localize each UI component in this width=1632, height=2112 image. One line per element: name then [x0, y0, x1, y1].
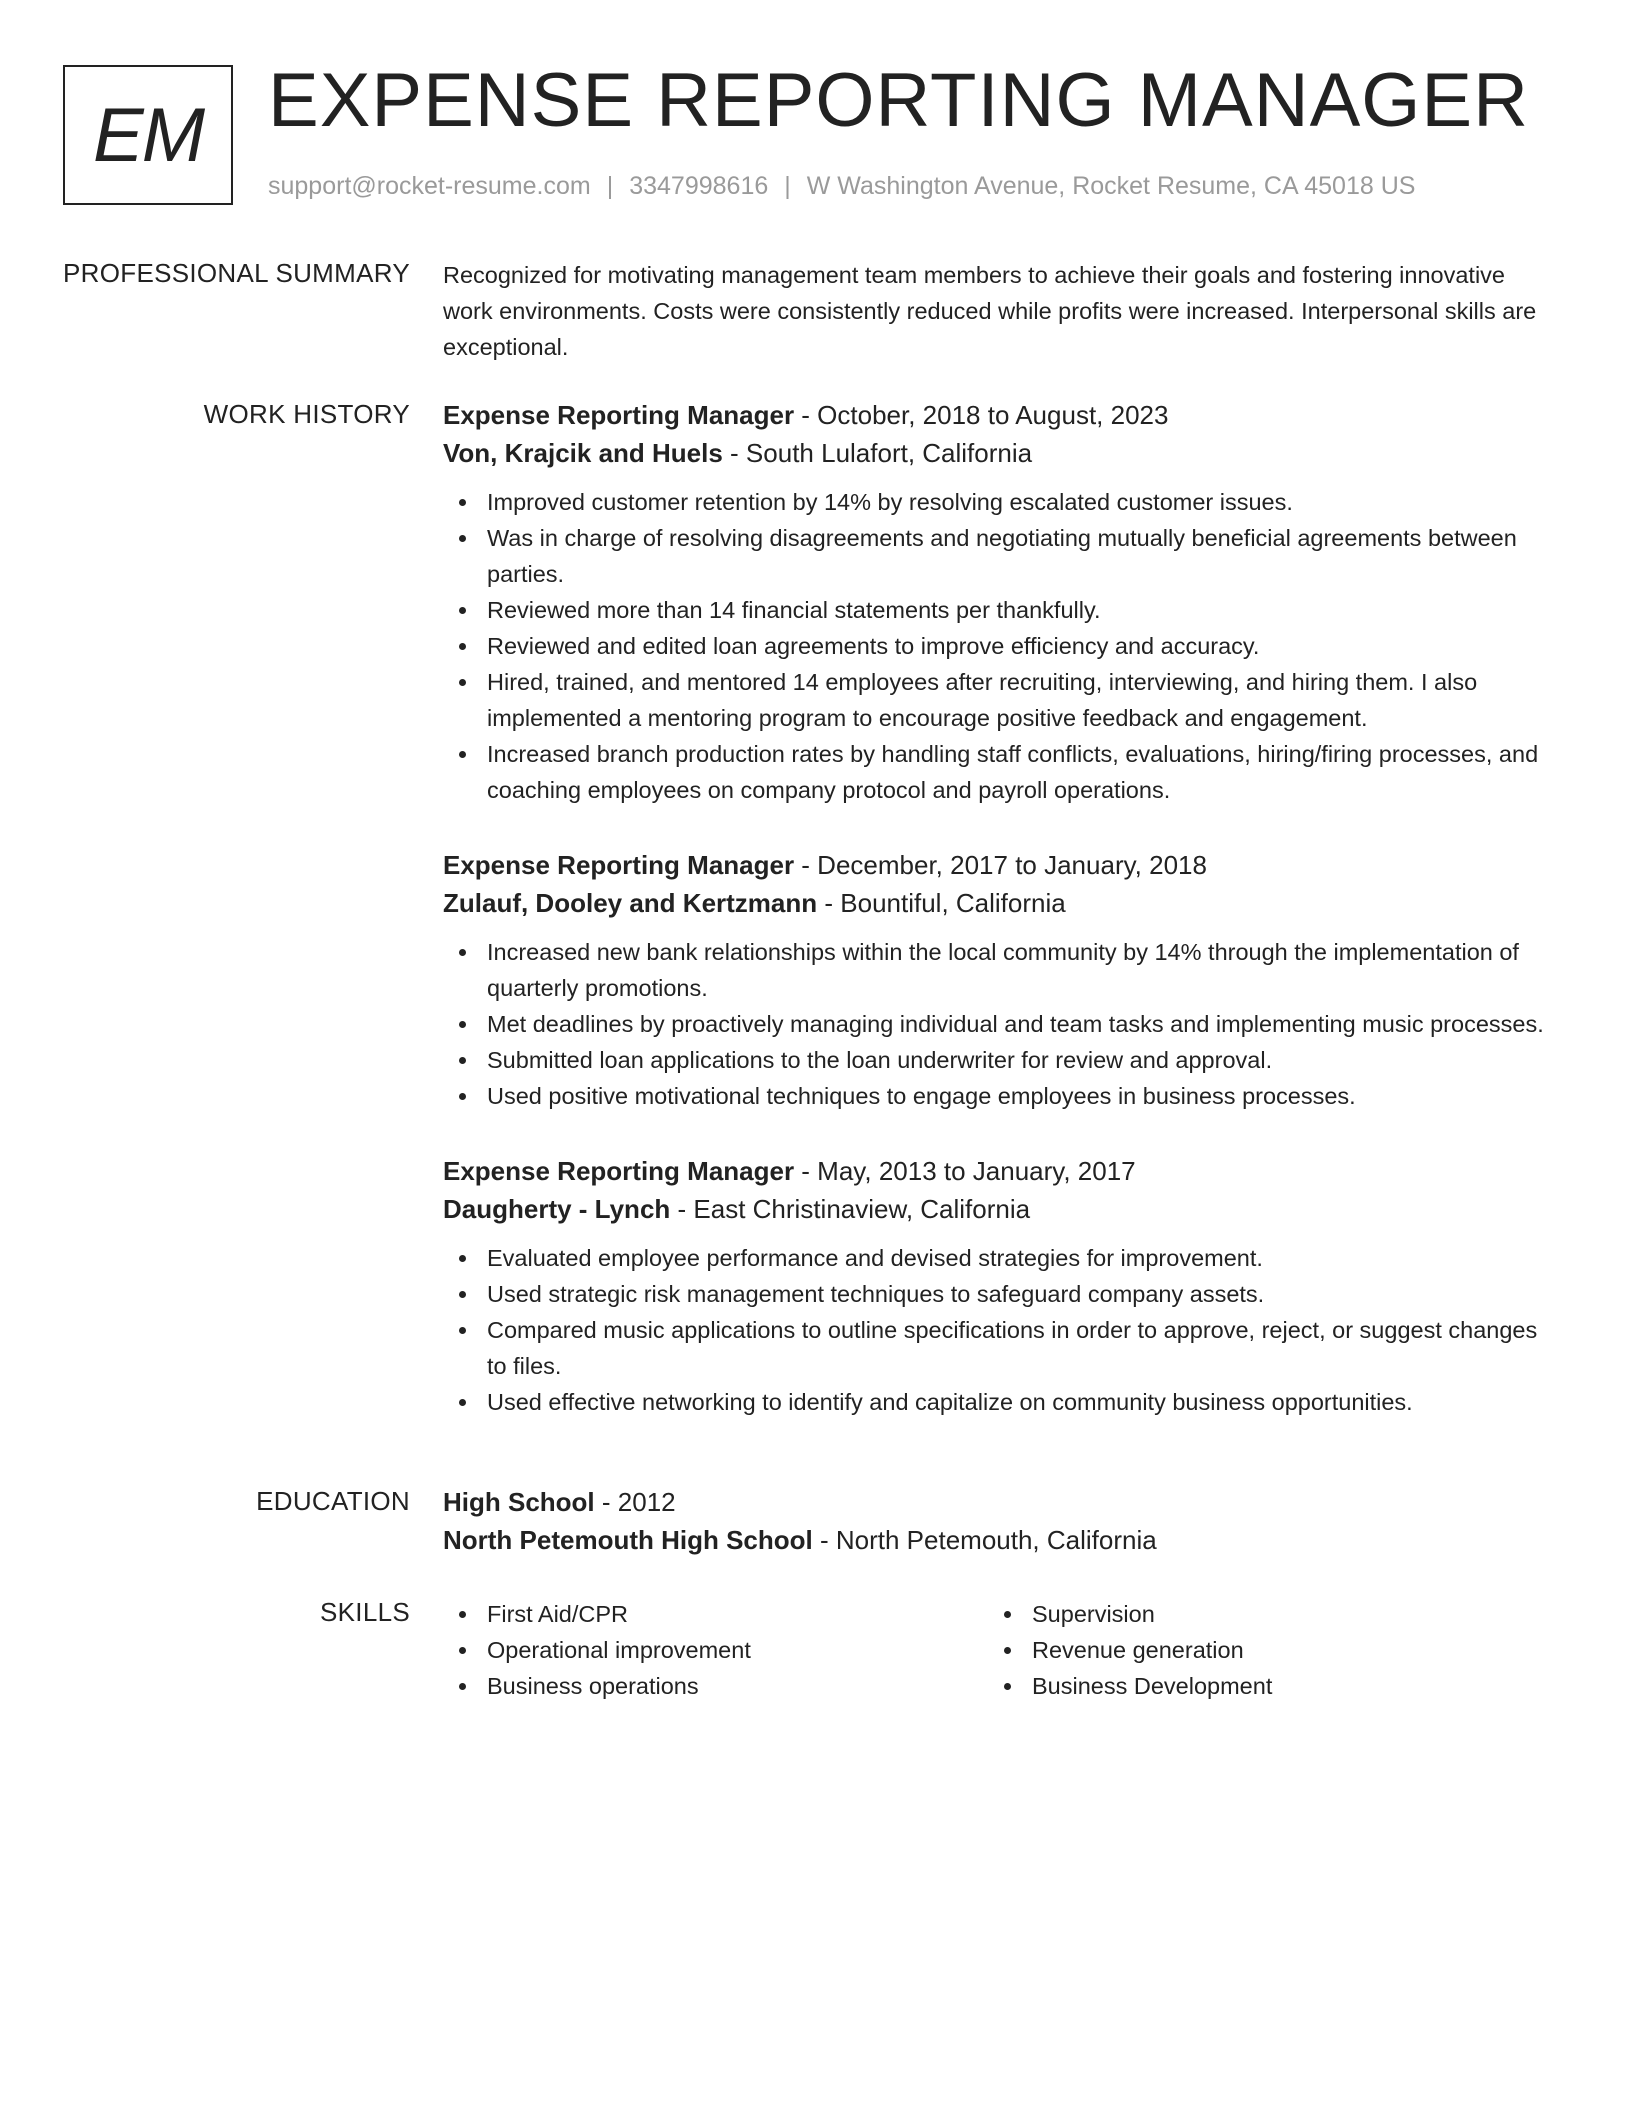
education-degree-line: [443, 1483, 1553, 1521]
job-company-line: [443, 1190, 1553, 1228]
job-entry: [443, 1152, 1553, 1420]
education-degree: High School: [443, 1487, 595, 1517]
job-bullet: Increased new bank relationships within the local community by 14% through the implementation of quarterly promotions.: [443, 934, 1553, 1006]
job-title-line: [443, 1152, 1553, 1190]
skills-list: [443, 1596, 988, 1704]
work-body: [443, 396, 1553, 1458]
job-dates: - October, 2018 to August, 2023: [794, 400, 1169, 430]
education-school-line: [443, 1521, 1553, 1559]
contact-phone: 3347998616: [629, 172, 769, 200]
job-title: Expense Reporting Manager: [443, 1156, 795, 1186]
skills-column-right: [988, 1596, 1533, 1704]
page-title: EXPENSE REPORTING MANAGER: [268, 58, 1529, 143]
job-location: - South Lulafort, California: [722, 438, 1033, 468]
skill-item: Operational improvement: [443, 1632, 988, 1668]
job-bullet: Used strategic risk management techniques to safeguard company assets.: [443, 1276, 1553, 1312]
skills-body: [443, 1596, 1553, 1704]
education-location: - North Petemouth, California: [812, 1525, 1157, 1555]
job-title: Expense Reporting Manager: [443, 400, 795, 430]
education-body: [443, 1483, 1553, 1559]
job-bullet: Compared music applications to outline specifications in order to approve, reject, or suggest changes to files.: [443, 1312, 1553, 1384]
skill-item: Business Development: [988, 1668, 1533, 1704]
contact-separator: |: [784, 172, 791, 200]
job-bullet: Was in charge of resolving disagreements and negotiating mutually beneficial agreements between parties.: [443, 520, 1553, 592]
summary-label: PROFESSIONAL SUMMARY: [63, 258, 410, 288]
job-bullet: Evaluated employee performance and devised strategies for improvement.: [443, 1240, 1553, 1276]
job-title-line: [443, 846, 1553, 884]
education-year: - 2012: [594, 1487, 676, 1517]
job-location: - Bountiful, California: [817, 888, 1066, 918]
skills-label: SKILLS: [320, 1597, 410, 1627]
job-bullet: Submitted loan applications to the loan underwriter for review and approval.: [443, 1042, 1553, 1078]
education-label: EDUCATION: [256, 1486, 410, 1516]
job-bullet: Used effective networking to identify and capitalize on community business opportunities.: [443, 1384, 1553, 1420]
education-school: North Petemouth High School: [443, 1525, 813, 1555]
job-bullet: Improved customer retention by 14% by resolving escalated customer issues.: [443, 484, 1553, 520]
skill-item: Supervision: [988, 1596, 1533, 1632]
job-bullets: [443, 484, 1553, 808]
job-entry: [443, 846, 1553, 1114]
job-bullet: Increased branch production rates by handling staff conflicts, evaluations, hiring/firing processes, and coaching employees on company protocol and payroll operations.: [443, 736, 1553, 808]
job-bullets: [443, 1240, 1553, 1420]
job-bullet: Used positive motivational techniques to engage employees in business processes.: [443, 1078, 1553, 1114]
job-dates: - December, 2017 to January, 2018: [794, 850, 1207, 880]
contact-separator: |: [606, 172, 614, 200]
summary-text: Recognized for motivating management team members to achieve their goals and fostering innovative work environments. Costs were consistently reduced while profits were increased. Interpersonal skills are exceptional.: [443, 262, 1537, 360]
skill-item: Revenue generation: [988, 1632, 1533, 1668]
job-bullet: Met deadlines by proactively managing individual and team tasks and implementing music processes.: [443, 1006, 1553, 1042]
job-bullet: Hired, trained, and mentored 14 employees after recruiting, interviewing, and hiring them. I also implemented a mentoring program to encourage positive feedback and engagement.: [443, 664, 1553, 736]
summary-body: [443, 257, 1553, 365]
contact-line: [268, 172, 1415, 201]
contact-address: W Washington Avenue, Rocket Resume, CA 45018 US: [806, 172, 1416, 200]
job-bullets: [443, 934, 1553, 1114]
job-company: Daugherty - Lynch: [443, 1194, 671, 1224]
job-location: - East Christinaview, California: [670, 1194, 1031, 1224]
job-bullet: Reviewed and edited loan agreements to improve efficiency and accuracy.: [443, 628, 1553, 664]
job-bullet: Reviewed more than 14 financial statements per thankfully.: [443, 592, 1553, 628]
job-dates: - May, 2013 to January, 2017: [794, 1156, 1136, 1186]
job-company-line: [443, 884, 1553, 922]
contact-email: support@rocket-resume.com: [268, 172, 591, 200]
work-label: WORK HISTORY: [203, 399, 410, 429]
skills-columns: [443, 1596, 1553, 1704]
job-entry: [443, 396, 1553, 808]
skill-item: First Aid/CPR: [443, 1596, 988, 1632]
job-title-line: [443, 396, 1553, 434]
skills-list: [988, 1596, 1533, 1704]
skill-item: Business operations: [443, 1668, 988, 1704]
job-title: Expense Reporting Manager: [443, 850, 795, 880]
job-company: Von, Krajcik and Huels: [443, 438, 723, 468]
monogram: EM: [63, 65, 233, 205]
job-company-line: [443, 434, 1553, 472]
skills-column-left: [443, 1596, 988, 1704]
job-company: Zulauf, Dooley and Kertzmann: [443, 888, 818, 918]
